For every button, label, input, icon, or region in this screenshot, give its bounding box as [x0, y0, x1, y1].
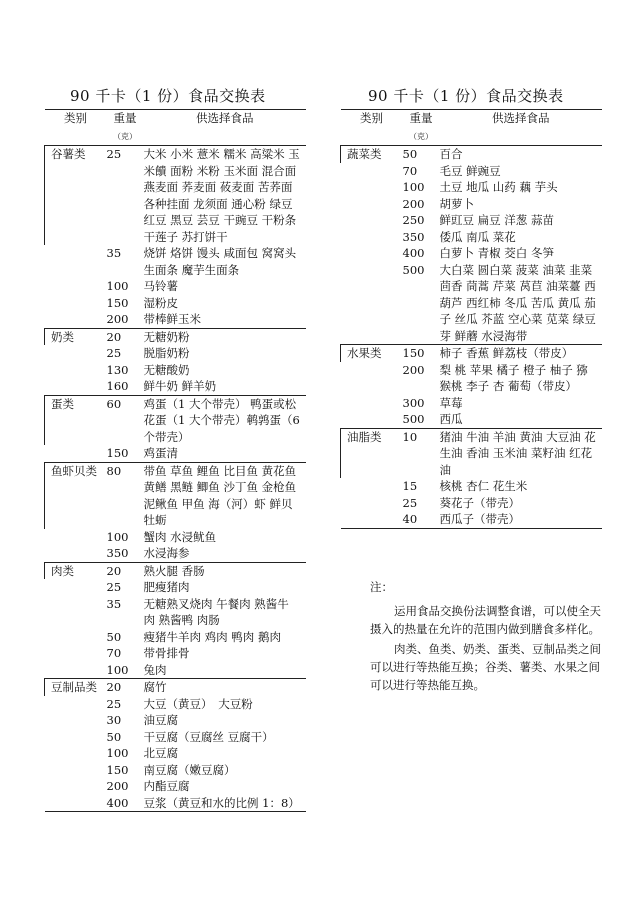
weight-cell: 400: [402, 246, 425, 260]
category-cell: [45, 295, 107, 312]
weight-cell: 80: [106, 463, 122, 478]
table-row: [45, 795, 307, 812]
weight-cell: 50: [106, 629, 122, 644]
foods-cell: 腐竹: [143, 680, 167, 694]
weight-cell: 300: [402, 395, 425, 410]
table-row: [45, 445, 307, 462]
category-cell: [45, 629, 107, 646]
header-weight: 重量（克）: [107, 110, 144, 146]
foods-cell: 草莓: [439, 395, 463, 410]
foods-cell: 脱脂奶粉: [143, 346, 190, 360]
category-cell: [341, 495, 403, 512]
table-row: [45, 146, 307, 246]
table-row: [341, 495, 603, 512]
table-row: [341, 511, 603, 528]
table-row: [341, 179, 603, 196]
weight-cell: 100: [402, 180, 425, 194]
weight-cell: 20: [106, 680, 122, 694]
right-exchange-table: [340, 109, 602, 529]
weight-cell: 500: [403, 411, 440, 428]
table-row: [45, 745, 307, 762]
foods-cell: 油豆腐: [143, 713, 178, 727]
weight-cell: 40: [403, 511, 440, 528]
table-row: [341, 411, 603, 428]
table-row: [341, 212, 603, 229]
category-cell: 水果类: [341, 345, 403, 362]
foods-cell: 瘦猪牛羊肉 鸡肉 鸭肉 鹅肉: [143, 629, 281, 644]
table-row: [341, 146, 603, 163]
category-cell: [341, 212, 403, 229]
category-group: [45, 679, 307, 812]
category-cell: [341, 229, 403, 246]
foods-cell: 大白菜 圆白菜 菠菜 油菜 韭菜 茴香 茼蒿 芹菜 莴苣 油菜薹 西葫芦 西红柿 冬瓜 苦瓜 黄瓜 茄子 丝瓜 芥蓝 空心菜 苋菜 绿豆芽 鲜蘑 水浸海带: [440, 262, 603, 345]
category-cell: [341, 179, 403, 196]
table-row: [45, 545, 307, 562]
foods-cell: 倭瓜 南瓜 菜花: [439, 229, 516, 244]
category-cell: [45, 745, 107, 762]
foods-cell: 大豆（黄豆） 大豆粉: [143, 696, 253, 711]
foods-cell: 百合: [439, 147, 463, 161]
category-cell: [45, 529, 107, 546]
category-cell: [45, 378, 107, 395]
weight-cell: 100: [106, 746, 129, 760]
foods-cell: 无糖熟叉烧肉 午餐肉 熟酱牛肉 熟酱鸭 肉肠: [143, 596, 289, 627]
note-label: 注：: [370, 580, 393, 594]
weight-cell: 350: [107, 545, 144, 562]
weight-cell: 200: [106, 779, 129, 793]
foods-cell: 鸡蛋清: [144, 445, 307, 462]
foods-cell: 熟火腿 香肠: [143, 563, 205, 578]
foods-cell: 水浸海参: [144, 545, 307, 562]
weight-cell: 200: [402, 196, 425, 211]
table-row: [45, 245, 307, 278]
foods-cell: 西瓜: [440, 411, 603, 428]
foods-cell: 无糖奶粉: [143, 329, 190, 344]
category-cell: [45, 345, 107, 362]
foods-cell: 带棒鲜玉米: [144, 311, 307, 328]
header-foods: 供选择食品: [144, 110, 307, 146]
category-cell: 谷薯类: [45, 146, 107, 246]
weight-cell: 200: [107, 311, 144, 328]
weight-cell: 70: [106, 646, 122, 660]
foods-cell: 烧饼 烙饼 馒头 咸面包 窝窝头 生面条 魔芋生面条: [143, 246, 297, 277]
category-cell: [45, 311, 107, 328]
table-row: [45, 679, 307, 696]
foods-cell: 带鱼 草鱼 鲤鱼 比目鱼 黄花鱼 黄鳝 黑鲢 鲫鱼 沙丁鱼 金枪鱼 泥鳅鱼 甲鱼 海（河）虾 鲜贝 牡蛎: [143, 463, 297, 527]
category-cell: [341, 411, 403, 428]
weight-cell: 70: [402, 163, 418, 178]
left-table-title: 90 千卡（1 份）食品交换表: [70, 87, 266, 105]
foods-cell: 无糖酸奶: [143, 362, 190, 377]
foods-cell: 梨 桃 苹果 橘子 橙子 柚子 猕猴桃 李子 杏 葡萄（带皮）: [439, 362, 588, 393]
foods-cell: 鲜牛奶 鲜羊奶: [144, 378, 307, 395]
foods-cell: 鲜豇豆 扁豆 洋葱 蒜苗: [439, 213, 554, 227]
category-cell: [341, 362, 403, 395]
table-row: [341, 245, 603, 262]
table-row: [341, 345, 603, 362]
table-row: [45, 362, 307, 379]
weight-cell: 25: [106, 147, 122, 161]
foods-cell: 大米 小米 薏米 糯米 高粱米 玉米饋 面粉 米粉 玉米面 混合面 燕麦面 荞麦面 莜麦面 苦荞面 各种挂面 龙须面 通心粉 绿豆 红豆 黑豆 芸豆 干豌豆 干粉条 干莲子 苏打饼干: [143, 147, 300, 244]
table-row: [341, 262, 603, 345]
category-cell: [341, 511, 403, 528]
foods-cell: 马铃薯: [143, 279, 178, 293]
header-category: 类别: [45, 110, 107, 146]
category-cell: [45, 596, 107, 629]
table-row: [45, 295, 307, 312]
weight-cell: 100: [106, 529, 129, 544]
category-cell: [341, 196, 403, 213]
foods-cell: 毛豆 鲜豌豆: [439, 163, 501, 178]
weight-cell: 100: [106, 279, 129, 293]
category-cell: [45, 696, 107, 713]
weight-cell: 15: [402, 479, 418, 493]
foods-cell: 猪油 牛油 羊油 黄油 大豆油 花生油 香油 玉米油 菜籽油 红花油: [439, 429, 596, 477]
category-cell: [45, 778, 107, 795]
weight-cell: 25: [402, 495, 418, 510]
right-table-title: 90 千卡（1 份）食品交换表: [368, 87, 564, 105]
weight-cell: 25: [106, 580, 122, 594]
weight-cell: 200: [402, 362, 425, 377]
weight-cell: 500: [403, 262, 440, 345]
category-cell: [45, 662, 107, 679]
table-row: [45, 579, 307, 596]
weight-cell: 50: [402, 147, 418, 161]
table-row: [45, 629, 307, 646]
category-cell: [45, 545, 107, 562]
table-row: [45, 596, 307, 629]
category-cell: [45, 445, 107, 462]
category-cell: [341, 163, 403, 180]
weight-cell: 30: [106, 713, 122, 727]
category-group: [45, 395, 307, 462]
foods-cell: 鸡蛋（1 大个带壳） 鸭蛋或松花蛋（1 大个带壳）鹌鹑蛋（6 个带壳）: [143, 396, 300, 444]
notes: [370, 578, 602, 694]
foods-cell: 胡萝卜: [439, 196, 474, 211]
weight-cell: 150: [107, 445, 144, 462]
foods-cell: 蟹肉 水浸鱿鱼: [143, 529, 217, 544]
weight-cell: 25: [106, 696, 122, 711]
weight-cell: 250: [402, 213, 425, 227]
table-row: [45, 645, 307, 662]
foods-cell: 白萝卜 青椒 茭白 冬笋: [439, 246, 554, 260]
weight-cell: 10: [402, 429, 418, 444]
table-row: [341, 362, 603, 395]
category-cell: [341, 262, 403, 345]
table-row: [45, 778, 307, 795]
foods-cell: 南豆腐（嫩豆腐）: [143, 762, 236, 777]
table-row: [45, 712, 307, 729]
foods-cell: 兔肉: [144, 662, 307, 679]
table-row: [341, 395, 603, 412]
table-row: [45, 328, 307, 345]
table-row: [341, 163, 603, 180]
header-foods: 供选择食品: [440, 110, 603, 146]
foods-cell: 豆浆（黄豆和水的比例 1：8）: [144, 795, 307, 812]
weight-cell: 400: [107, 795, 144, 812]
foods-cell: 干豆腐（豆腐丝 豆腐干）: [143, 729, 274, 744]
table-row: [341, 478, 603, 495]
category-cell: [45, 245, 107, 278]
table-row: [341, 428, 603, 478]
foods-cell: 土豆 地瓜 山药 藕 芋头: [439, 180, 558, 194]
left-exchange-table: [44, 109, 306, 812]
weight-cell: 150: [106, 295, 129, 310]
category-cell: [45, 712, 107, 729]
weight-cell: 50: [106, 729, 122, 744]
table-row: [45, 729, 307, 746]
category-cell: [45, 645, 107, 662]
category-cell: 鱼虾贝类: [45, 462, 107, 529]
category-cell: 豆制品类: [45, 679, 107, 696]
table-row: [341, 196, 603, 213]
category-cell: [341, 395, 403, 412]
category-group: [45, 146, 307, 329]
category-cell: [45, 278, 107, 295]
category-cell: [45, 362, 107, 379]
table-row: [45, 762, 307, 779]
weight-cell: 150: [402, 346, 425, 360]
weight-cell: 25: [106, 346, 122, 360]
foods-cell: 带骨排骨: [143, 646, 190, 660]
category-group: [45, 562, 307, 679]
table-row: [45, 562, 307, 579]
weight-cell: 20: [106, 329, 122, 344]
table-row: [45, 278, 307, 295]
weight-cell: 150: [106, 762, 129, 777]
table-row: [45, 529, 307, 546]
header-category: 类别: [341, 110, 403, 146]
table-row: [341, 229, 603, 246]
weight-cell: 20: [106, 563, 122, 578]
category-cell: 蔬菜类: [341, 146, 403, 163]
category-cell: 油脂类: [341, 428, 403, 478]
table-row: [45, 378, 307, 395]
category-cell: [45, 762, 107, 779]
foods-cell: 肥瘦猪肉: [143, 580, 190, 594]
category-cell: [45, 729, 107, 746]
foods-cell: 柿子 香蕉 鲜荔枝（带皮）: [439, 346, 574, 360]
category-cell: 蛋类: [45, 395, 107, 445]
table-row: [45, 662, 307, 679]
category-cell: 肉类: [45, 562, 107, 579]
note-paragraph: 肉类、鱼类、奶类、蛋类、豆制品类之间可以进行等热能互换；谷类、薯类、水果之间可以进行等热能互换。: [370, 642, 601, 692]
category-cell: [45, 579, 107, 596]
category-cell: [341, 478, 403, 495]
category-group: [341, 428, 603, 528]
foods-cell: 西瓜子（带壳）: [440, 511, 603, 528]
category-group: [341, 146, 603, 345]
table-row: [45, 345, 307, 362]
foods-cell: 湿粉皮: [143, 295, 178, 310]
weight-cell: 130: [106, 362, 129, 377]
category-cell: [45, 795, 107, 812]
category-group: [45, 462, 307, 562]
foods-cell: 葵花子（带壳）: [439, 495, 520, 510]
note-paragraph: 运用食品交换份法调整食谱，可以使全天摄入的热量在允许的范围内做到膳食多样化。: [370, 604, 601, 636]
weight-cell: 35: [106, 596, 122, 611]
category-group: [341, 345, 603, 429]
table-row: [45, 696, 307, 713]
weight-cell: 350: [402, 229, 425, 244]
weight-cell: 35: [106, 246, 122, 260]
foods-cell: 北豆腐: [143, 746, 178, 760]
category-cell: 奶类: [45, 328, 107, 345]
category-cell: [341, 245, 403, 262]
table-row: [45, 311, 307, 328]
table-row: [45, 395, 307, 445]
table-row: [45, 462, 307, 529]
header-weight: 重量（克）: [403, 110, 440, 146]
weight-cell: 100: [107, 662, 144, 679]
weight-cell: 160: [107, 378, 144, 395]
foods-cell: 核桃 杏仁 花生米: [439, 479, 528, 493]
foods-cell: 内酯豆腐: [143, 779, 190, 793]
weight-cell: 60: [106, 396, 122, 411]
category-group: [45, 328, 307, 395]
